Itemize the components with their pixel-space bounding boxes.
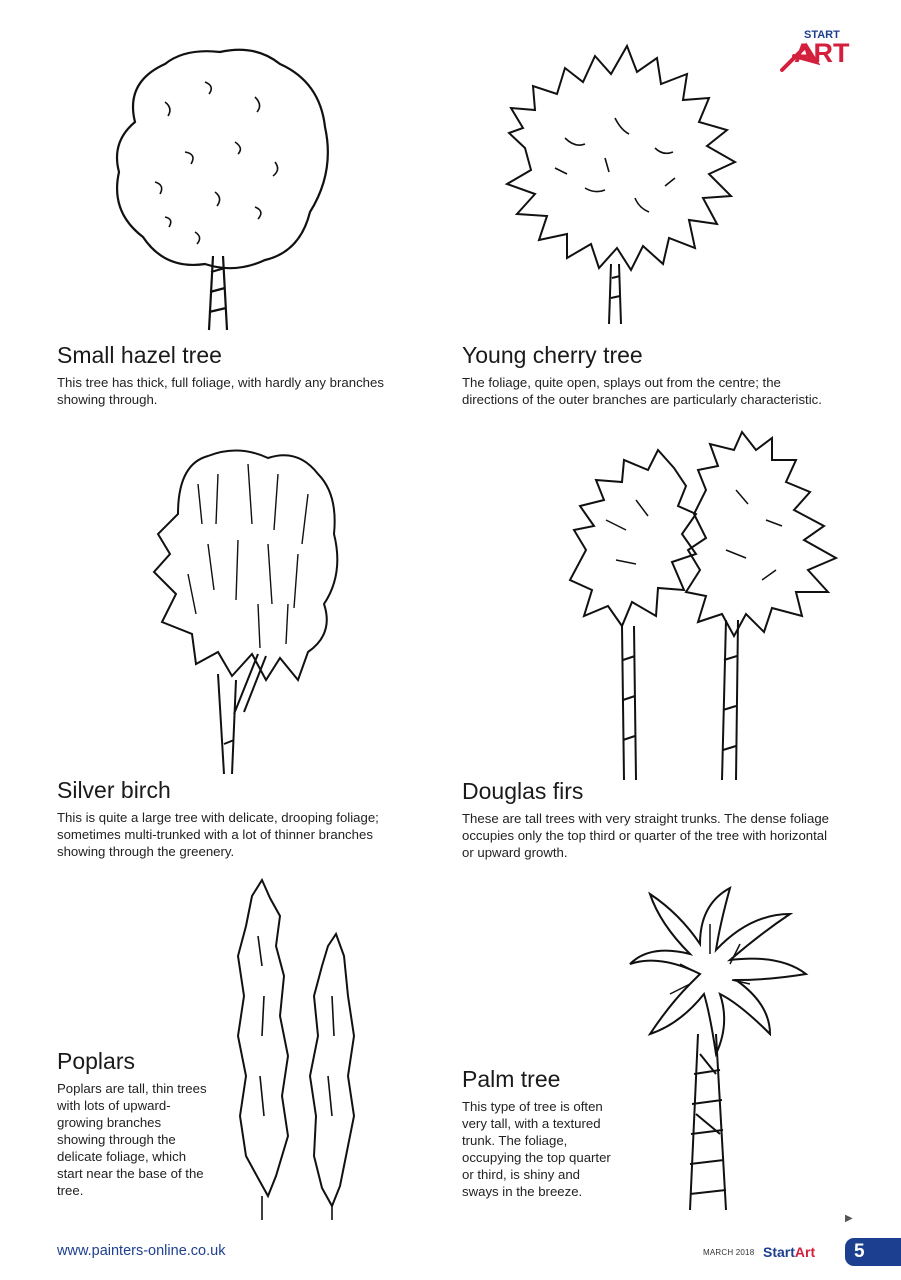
tree-title: Young cherry tree: [462, 342, 643, 368]
start-art-logo: [776, 26, 856, 76]
poplars-section: [57, 1048, 207, 1199]
tree-description: Poplars are tall, thin trees with lots of upward-growing branches showing through the delicate foliage, which start near the base of the tree.: [57, 1081, 207, 1198]
page-number: 5: [845, 1238, 901, 1266]
tree-title: Small hazel tree: [57, 342, 222, 368]
poplars-drawing: [228, 876, 378, 1222]
tree-title: Poplars: [57, 1048, 135, 1074]
svg-text:ART: ART: [794, 38, 850, 68]
hazel-section: [57, 342, 387, 408]
silver-birch-drawing: [148, 444, 348, 780]
cherry-section: [462, 342, 827, 408]
brand-start: Start: [763, 1244, 795, 1260]
tree-description: This type of tree is often very tall, with a textured trunk. The foliage, occupying the top quarter or third, is shiny and sways in the breeze.: [462, 1099, 611, 1199]
tree-title: Palm tree: [462, 1066, 561, 1092]
website-link[interactable]: www.painters-online.co.uk: [57, 1243, 226, 1259]
birch-section: [57, 777, 402, 860]
brand-art: Art: [794, 1244, 816, 1260]
issue-date: MARCH 2018: [703, 1248, 755, 1257]
footer-brand: [763, 1244, 815, 1260]
firs-section: [462, 778, 832, 861]
palm-section: [462, 1066, 612, 1200]
tree-description: The foliage, quite open, splays out from the centre; the directions of the outer branches are particularly characteristic.: [462, 375, 822, 407]
svg-text:START: START: [804, 29, 840, 41]
cherry-tree-drawing: [495, 38, 745, 328]
tree-description: This tree has thick, full foliage, with hardly any branches showing through.: [57, 375, 384, 407]
hazel-tree-drawing: [105, 42, 335, 334]
play-arrow-icon[interactable]: ▶: [845, 1213, 853, 1224]
tree-title: Douglas firs: [462, 778, 584, 804]
tree-description: These are tall trees with very straight trunks. The dense foliage occupies only the top third or quarter of the tree with horizontal or upward growth.: [462, 811, 829, 860]
tree-description: This is quite a large tree with delicate, drooping foliage; sometimes multi-trunked with a lot of thinner branches showing through the greenery.: [57, 810, 379, 859]
douglas-firs-drawing: [566, 430, 846, 784]
palm-tree-drawing: [620, 884, 810, 1214]
tree-title: Silver birch: [57, 777, 171, 803]
